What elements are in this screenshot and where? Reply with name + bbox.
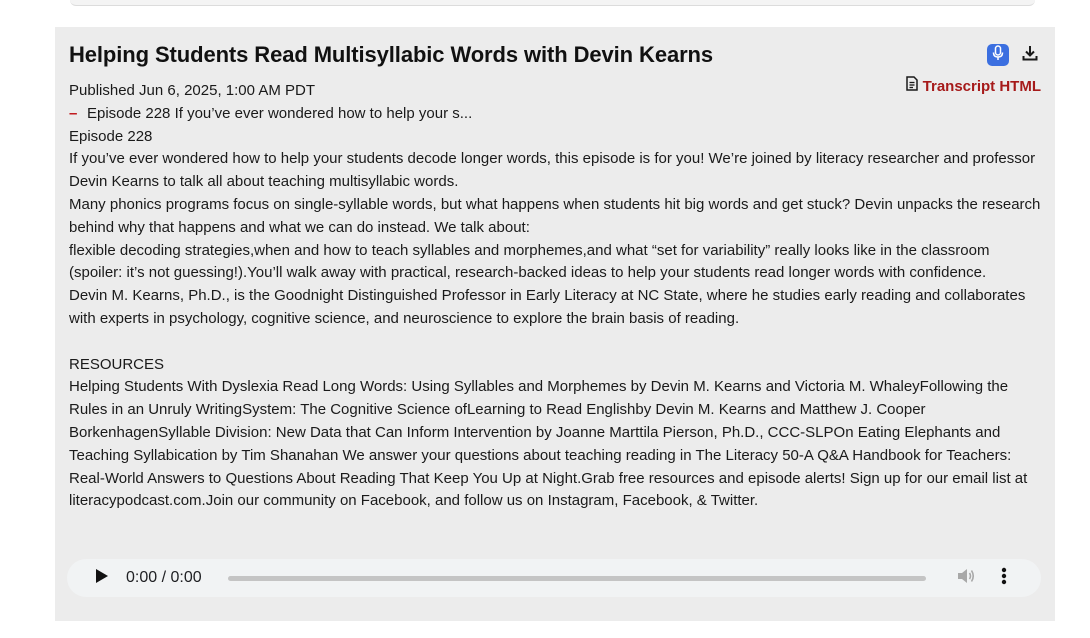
description-paragraph-2: Many phonics programs focus on single-syllable words, but what happens when students hit big words and get stuck? Devin unpacks the research behind why that happens and what we can do instead. We talk about: [69, 195, 1041, 236]
description-paragraph-1: If you’ve ever wondered how to help your students decode longer words, this episode is for you! We’re joined by literacy researcher and professor Devin Kearns to talk all about teaching multisyllabic words. [69, 150, 1036, 191]
episode-actions [987, 44, 1041, 66]
previous-card-edge [70, 0, 1035, 6]
description-paragraph-4: Devin M. Kearns, Ph.D., is the Goodnight Distinguished Professor in Early Literacy at NC State, where he studies early reading and collaborates with experts in psychology, cognitive science, and neuroscience to explore the brain basis of reading. [69, 287, 1026, 327]
description-paragraph-3: flexible decoding strategies,when and how to teach syllables and morphemes,and what “set for variability” really looks like in the classroom (spoiler: it’s not guessing!).You’ll walk away with practical, research-backed ideas to help your students read longer words with confidence. [69, 241, 990, 282]
episode-description [69, 77, 1041, 513]
seek-bar[interactable] [228, 576, 926, 581]
resources-heading: RESOURCES [69, 355, 165, 373]
more-options-button[interactable] [994, 566, 1014, 590]
download-button[interactable] [1019, 44, 1041, 66]
more-options-icon [1001, 567, 1007, 590]
episode-number: Episode 228 [69, 127, 153, 145]
episode-card [55, 27, 1055, 621]
collapse-icon: – [69, 104, 78, 122]
audio-player [67, 559, 1041, 597]
published-date: Published Jun 6, 2025, 1:00 AM PDT [69, 82, 315, 99]
episode-title: Helping Students Read Multisyllabic Words with Devin Kearns [69, 42, 714, 67]
microphone-icon [992, 45, 1004, 66]
mute-button[interactable] [954, 566, 978, 590]
download-icon [1021, 44, 1039, 67]
summary-text: Episode 228 If you’ve ever wondered how to help your s... [87, 104, 473, 122]
volume-icon [956, 566, 976, 591]
description-toggle[interactable] [69, 103, 1041, 126]
time-display: 0:00 / 0:00 [126, 569, 202, 586]
spacer [69, 331, 1041, 354]
play-button[interactable] [91, 567, 113, 589]
resources-text: Helping Students With Dyslexia Read Long Words: Using Syllables and Morphemes by Devin M. Kearns and Victoria M. WhaleyFollowing the Rules in an Unruly WritingSystem: The Cognitive Science ofLearning to Read Englishby Devin M. Kearns and Matthew J. Cooper BorkenhagenSyllable Division: New Data that Can Inform Intervention by Joanne Marttila Pierson, Ph.D., CCC-SLPOn Eating Elephants and Teaching Syllabication by Tim Shanahan We answer your questions about teaching reading in The Literacy 50-A Q&A Handbook for Teachers: Real-World Answers to Questions About Reading That Keep You Up at Night.Grab free resources and episode alerts! Sign up for our email list at literacypodcast.com.Join our community on Facebook, and follow us on Instagram, Facebook, & Twitter. [69, 378, 1028, 510]
transcript-label: Transcript HTML [922, 77, 1041, 95]
microphone-button[interactable] [987, 44, 1009, 66]
play-icon [95, 568, 109, 589]
